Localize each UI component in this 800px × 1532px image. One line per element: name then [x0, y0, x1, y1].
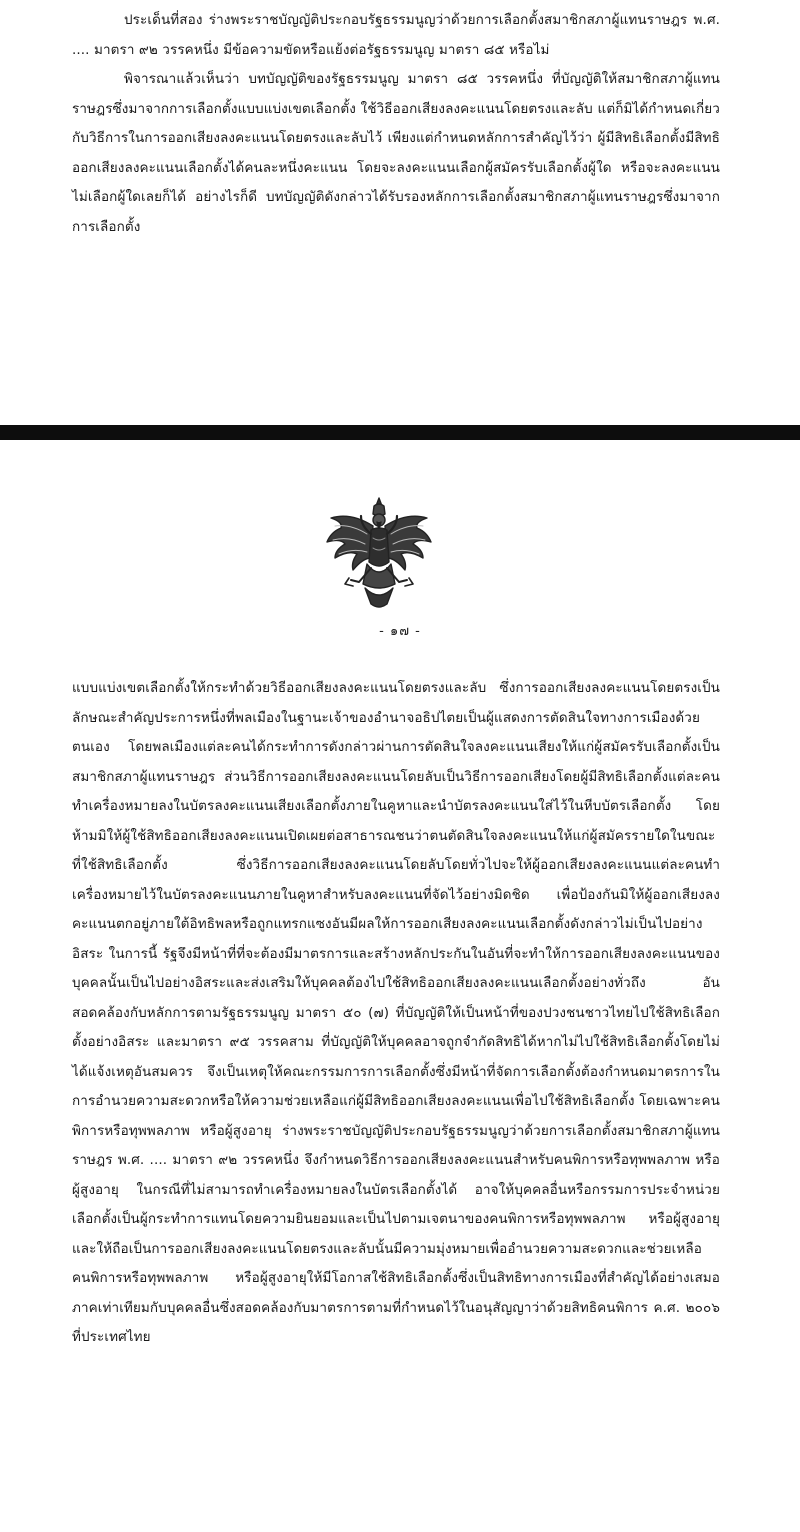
paragraph-issue-two: ประเด็นที่สอง ร่างพระราชบัญญัติประกอบรัฐธรรมนูญว่าด้วยการเลือกตั้งสมาชิกสภาผู้แทนราษฎร พ.ศ. .... มาตรา ๙๒ วรรคหนึ่ง มีข้อความขัดหรือแย้งต่อรัฐธรรมนูญ มาตรา ๘๕ หรือไม่	[72, 12, 720, 58]
document-page-top	[0, 0, 800, 425]
page-top-body	[72, 6, 720, 242]
page-bottom-body	[72, 674, 720, 1353]
garuda-emblem	[321, 492, 437, 614]
document-page-bottom	[0, 440, 800, 1532]
page-separator	[0, 425, 800, 440]
page-number: - ๑๗ -	[379, 624, 421, 639]
paragraph-secret-ballot: แบบแบ่งเขตเลือกตั้งให้กระทำด้วยวิธีออกเสียงลงคะแนนโดยตรงและลับ ซึ่งการออกเสียงลงคะแนนโดยตรงเป็นลักษณะสำคัญประการหนึ่งที่พลเมืองในฐานะเจ้าของอำนาจอธิปไตยเป็นผู้แสดงการตัดสินใจทางการเมืองด้วยตนเอง โดยพลเมืองแต่ละคนได้กระทำการดังกล่าวผ่านการตัดสินใจลงคะแนนเสียงให้แก่ผู้สมัครรับเลือกตั้งเป็นสมาชิกสภาผู้แทนราษฎร ส่วนวิธีการออกเสียงลงคะแนนโดยลับเป็นวิธีการออกเสียงโดยผู้มีสิทธิเลือกตั้งแต่ละคนทำเครื่องหมายลงในบัตรลงคะแนนเสียงเลือกตั้งภายในคูหาและนำบัตรลงคะแนนใส่ไว้ในหีบบัตรเลือกตั้ง โดยห้ามมิให้ผู้ใช้สิทธิออกเสียงลงคะแนนเปิดเผยต่อสาธารณชนว่าตนตัดสินใจลงคะแนนให้แก่ผู้สมัครรายใดในขณะที่ใช้สิทธิเลือกตั้ง ซึ่งวิธีการออกเสียงลงคะแนนโดยลับโดยทั่วไปจะให้ผู้ออกเสียงลงคะแนนแต่ละคนทำเครื่องหมายไว้ในบัตรลงคะแนนภายในคูหาสำหรับลงคะแนนที่จัดไว้อย่างมิดชิด เพื่อป้องกันมิให้ผู้ออกเสียงลงคะแนนตกอยู่ภายใต้อิทธิพลหรือถูกแทรกแซงอันมีผลให้การออกเสียงลงคะแนนเลือกตั้งดังกล่าวไม่เป็นไปอย่างอิสระ ในการนี้ รัฐจึงมีหน้าที่ที่จะต้องมีมาตรการและสร้างหลักประกันในอันที่จะทำให้การออกเสียงลงคะแนนของบุคคลนั้นเป็นไปอย่างอิสระและส่งเสริมให้บุคคลต้องไปใช้สิทธิออกเสียงลงคะแนนเลือกตั้งอย่างทั่วถึง อันสอดคล้องกับหลักการตามรัฐธรรมนูญ มาตรา ๕๐ (๗) ที่บัญญัติให้เป็นหน้าที่ของปวงชนชาวไทยไปใช้สิทธิเลือกตั้งอย่างอิสระ และมาตรา ๙๕ วรรคสาม ที่บัญญัติให้บุคคลอาจถูกจำกัดสิทธิได้หากไม่ไปใช้สิทธิเลือกตั้งโดยไม่ได้แจ้งเหตุอันสมควร จึงเป็นเหตุให้คณะกรรมการการเลือกตั้งซึ่งมีหน้าที่จัดการเลือกตั้งต้องกำหนดมาตรการในการอำนวยความสะดวกหรือให้ความช่วยเหลือแก่ผู้มีสิทธิออกเสียงลงคะแนนเพื่อไปใช้สิทธิเลือกตั้ง โดยเฉพาะคนพิการหรือทุพพลภาพ หรือผู้สูงอายุ ร่างพระราชบัญญัติประกอบรัฐธรรมนูญว่าด้วยการเลือกตั้งสมาชิกสภาผู้แทนราษฎร พ.ศ. .... มาตรา ๙๒ วรรคหนึ่ง จึงกำหนดวิธีการออกเสียงลงคะแนนสำหรับคนพิการหรือทุพพลภาพ หรือผู้สูงอายุ ในกรณีที่ไม่สามารถทำเครื่องหมายลงในบัตรเลือกตั้งได้ อาจให้บุคคลอื่นหรือกรรมการประจำหน่วยเลือกตั้งเป็นผู้กระทำการแทนโดยความยินยอมและเป็นไปตามเจตนาของคนพิการหรือทุพพลภาพ หรือผู้สูงอายุ และให้ถือเป็นการออกเสียงลงคะแนนโดยตรงและลับนั้นมีความมุ่งหมายเพื่ออำนวยความสะดวกและช่วยเหลือคนพิการหรือทุพพลภาพ หรือผู้สูงอายุให้มีโอกาสใช้สิทธิเลือกตั้งซึ่งเป็นสิทธิทางการเมืองที่สำคัญได้อย่างเสมอภาคเท่าเทียมกับบุคคลอื่นซึ่งสอดคล้องกับมาตรการตามที่กำหนดไว้ในอนุสัญญาว่าด้วยสิทธิคนพิการ ค.ศ. ๒๐๐๖ ที่ประเทศไทย	[72, 680, 720, 1345]
paragraph-consideration: พิจารณาแล้วเห็นว่า บทบัญญัติของรัฐธรรมนูญ มาตรา ๘๕ วรรคหนึ่ง ที่บัญญัติให้สมาชิกสภาผู้แทนราษฎรซึ่งมาจากการเลือกตั้งแบบแบ่งเขตเลือกตั้ง ใช้วิธีออกเสียงลงคะแนนโดยตรงและลับ แต่ก็มิได้กำหนดเกี่ยวกับวิธีการในการออกเสียงลงคะแนนโดยตรงและลับไว้ เพียงแต่กำหนดหลักการสำคัญไว้ว่า ผู้มีสิทธิเลือกตั้งมีสิทธิออกเสียงลงคะแนนเลือกตั้งได้คนละหนึ่งคะแนน โดยจะลงคะแนนเลือกผู้สมัครรับเลือกตั้งผู้ใด หรือจะลงคะแนนไม่เลือกผู้ใดเลยก็ได้ อย่างไรก็ดี บทบัญญัติดังกล่าวได้รับรองหลักการเลือกตั้งสมาชิกสภาผู้แทนราษฎรซึ่งมาจากการเลือกตั้ง	[72, 71, 720, 235]
